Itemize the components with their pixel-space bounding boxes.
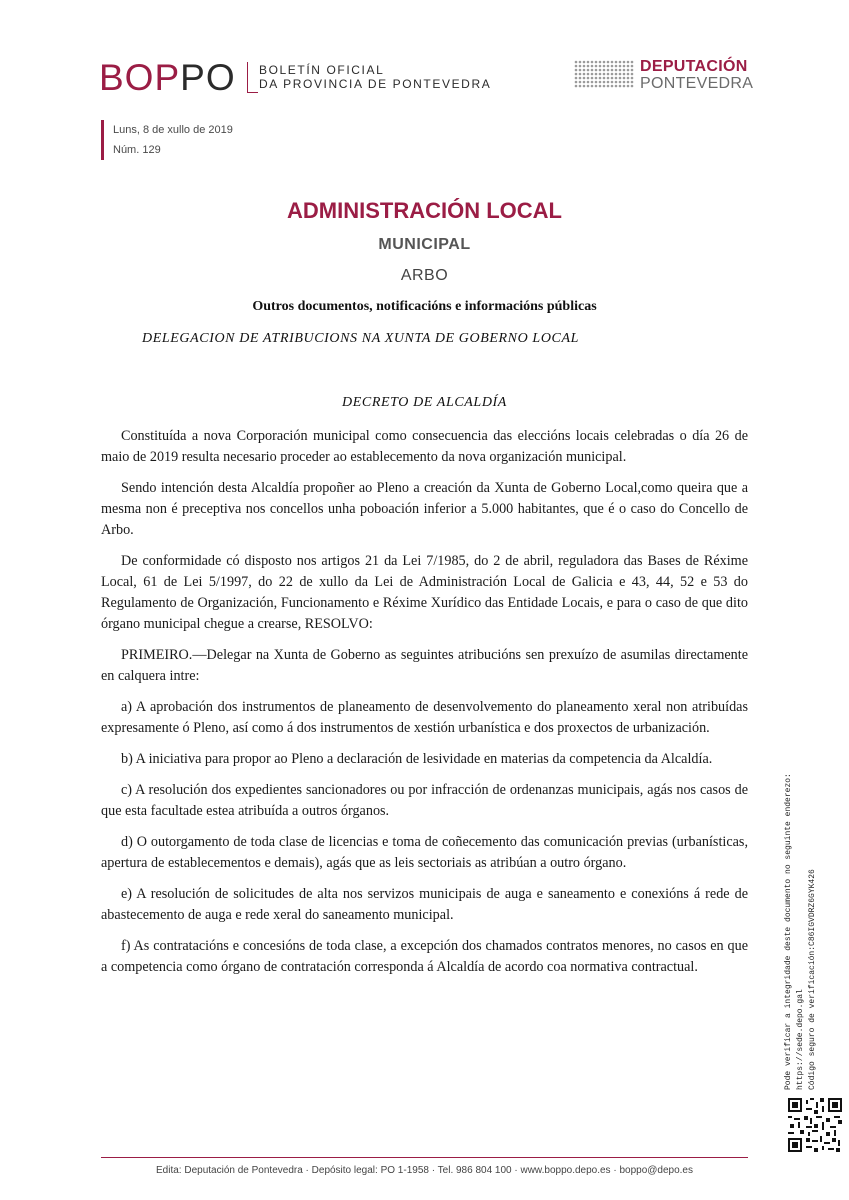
paragraph: Constituída a nova Corporación municipal como consecuencia das eleccións locais celebradas o día 26 de maio de 2019 resulta necesario proceder ao establecemento da nova organización municipal.: [101, 428, 748, 465]
paragraph: f) As contratacións e concesións de toda clase, a excepción dos chamados contratos menores, no casos en que a competencia como órgano de contratación corresponda á Alcaldía de acordo coa normativa contractual.: [101, 938, 748, 975]
dot-grid-icon: [574, 60, 634, 90]
paragraph: De conformidade có disposto nos artigos 21 da Lei 7/1985, do 2 de abril, reguladora das Bases de Réxime Local, 61 de Lei 5/1997, do 22 de xullo da Lei de Administración Local de Galicia e 43, 44, 52 e 53 do Regulamento de Organización, Funcionamento e Réxime Xurídico das Entidade Locais, e para o caso de que dito órgano municipal chegue a crearse, RESOLVO:: [101, 553, 748, 632]
logo-subtitle: [259, 63, 491, 91]
logo-subtitle-line-1: BOLETÍN OFICIAL: [259, 63, 385, 77]
footer-divider: [101, 1157, 748, 1158]
footer-text: Edita: Deputación de Pontevedra · Depósito legal: PO 1-1958 · Tel. 986 804 100 · www.boppo.depo.es · boppo@depo.es: [156, 1165, 693, 1176]
municipality-title: ARBO: [400, 267, 449, 284]
issue-number: Núm. 129: [113, 144, 161, 156]
qr-code-icon: [788, 1098, 842, 1152]
document-subject: DELEGACION DE ATRIBUCIONS NA XUNTA DE GOBERNO LOCAL: [142, 331, 580, 346]
paragraph: b) A iniciativa para propor ao Pleno a declaración de lesividade en materias da competencia da Alcaldía.: [121, 751, 713, 767]
verification-code: Código seguro de verificación:C86IGVDRZ6GYK426: [808, 869, 817, 1090]
paragraph: PRIMEIRO.—Delegar na Xunta de Goberno as seguintes atribucións sen prexuízo de asumilas directamente en calquera intre:: [101, 647, 748, 684]
verification-url[interactable]: https://sede.depo.gal: [796, 989, 805, 1090]
paragraph: d) O outorgamento de toda clase de licencias e toma de coñecemento das comunicación previas (urbanísticas, apertura de establecementos e demais), agás que as leis sectoriais as atribúan a outro órgano.: [101, 834, 748, 871]
issue-date: Luns, 8 de xullo de 2019: [113, 124, 233, 136]
deputacion-line-2: PONTEVEDRA: [640, 75, 754, 92]
paragraph: a) A aprobación dos instrumentos de planeamento de desenvolvemento do planeamento xeral non atribuídas expresamente ó Pleno, así como á dos instrumentos de xestión urbanística e dos proxectos de urbanización.: [101, 699, 748, 736]
section-title: ADMINISTRACIÓN LOCAL: [287, 198, 562, 223]
logo-subtitle-line-2: DA PROVINCIA DE PONTEVEDRA: [259, 77, 492, 91]
verification-text: [783, 730, 819, 1090]
paragraph: c) A resolución dos expedientes sancionadores ou por infracción de ordenanzas municipais, agás nos casos de que esta facultade estea atribuída a outros órganos.: [101, 782, 748, 819]
paragraph: e) A resolución de solicitudes de alta nos servizos municipais de auga e saneamento e conexións á rede de abastecemento de auga e rede xeral do saneamento municipal.: [101, 886, 748, 923]
deputacion-name: [640, 58, 753, 92]
decree-heading: DECRETO DE ALCALDÍA: [342, 395, 507, 410]
boppo-wordmark: BOPPO: [99, 57, 236, 98]
document-type: Outros documentos, notificacións e informacións públicas: [252, 299, 597, 314]
document-body: [101, 426, 748, 988]
deputacion-logo: [574, 58, 754, 94]
issue-info: [101, 120, 233, 160]
paragraph: Sendo intención desta Alcaldía propoñer ao Pleno a creación da Xunta de Goberno Local,como queira que a mesma non é preceptiva nos concellos unha poboación inferior a 5.000 habitantes, que é o caso do Concello de Arbo.: [101, 480, 748, 538]
subsection-title: MUNICIPAL: [378, 236, 471, 253]
deputacion-line-1: DEPUTACIÓN: [640, 58, 748, 75]
logo-bracket: [247, 62, 258, 93]
verification-line-1: Pode verificar a integridade deste documento no seguinte enderezo:: [784, 773, 793, 1090]
